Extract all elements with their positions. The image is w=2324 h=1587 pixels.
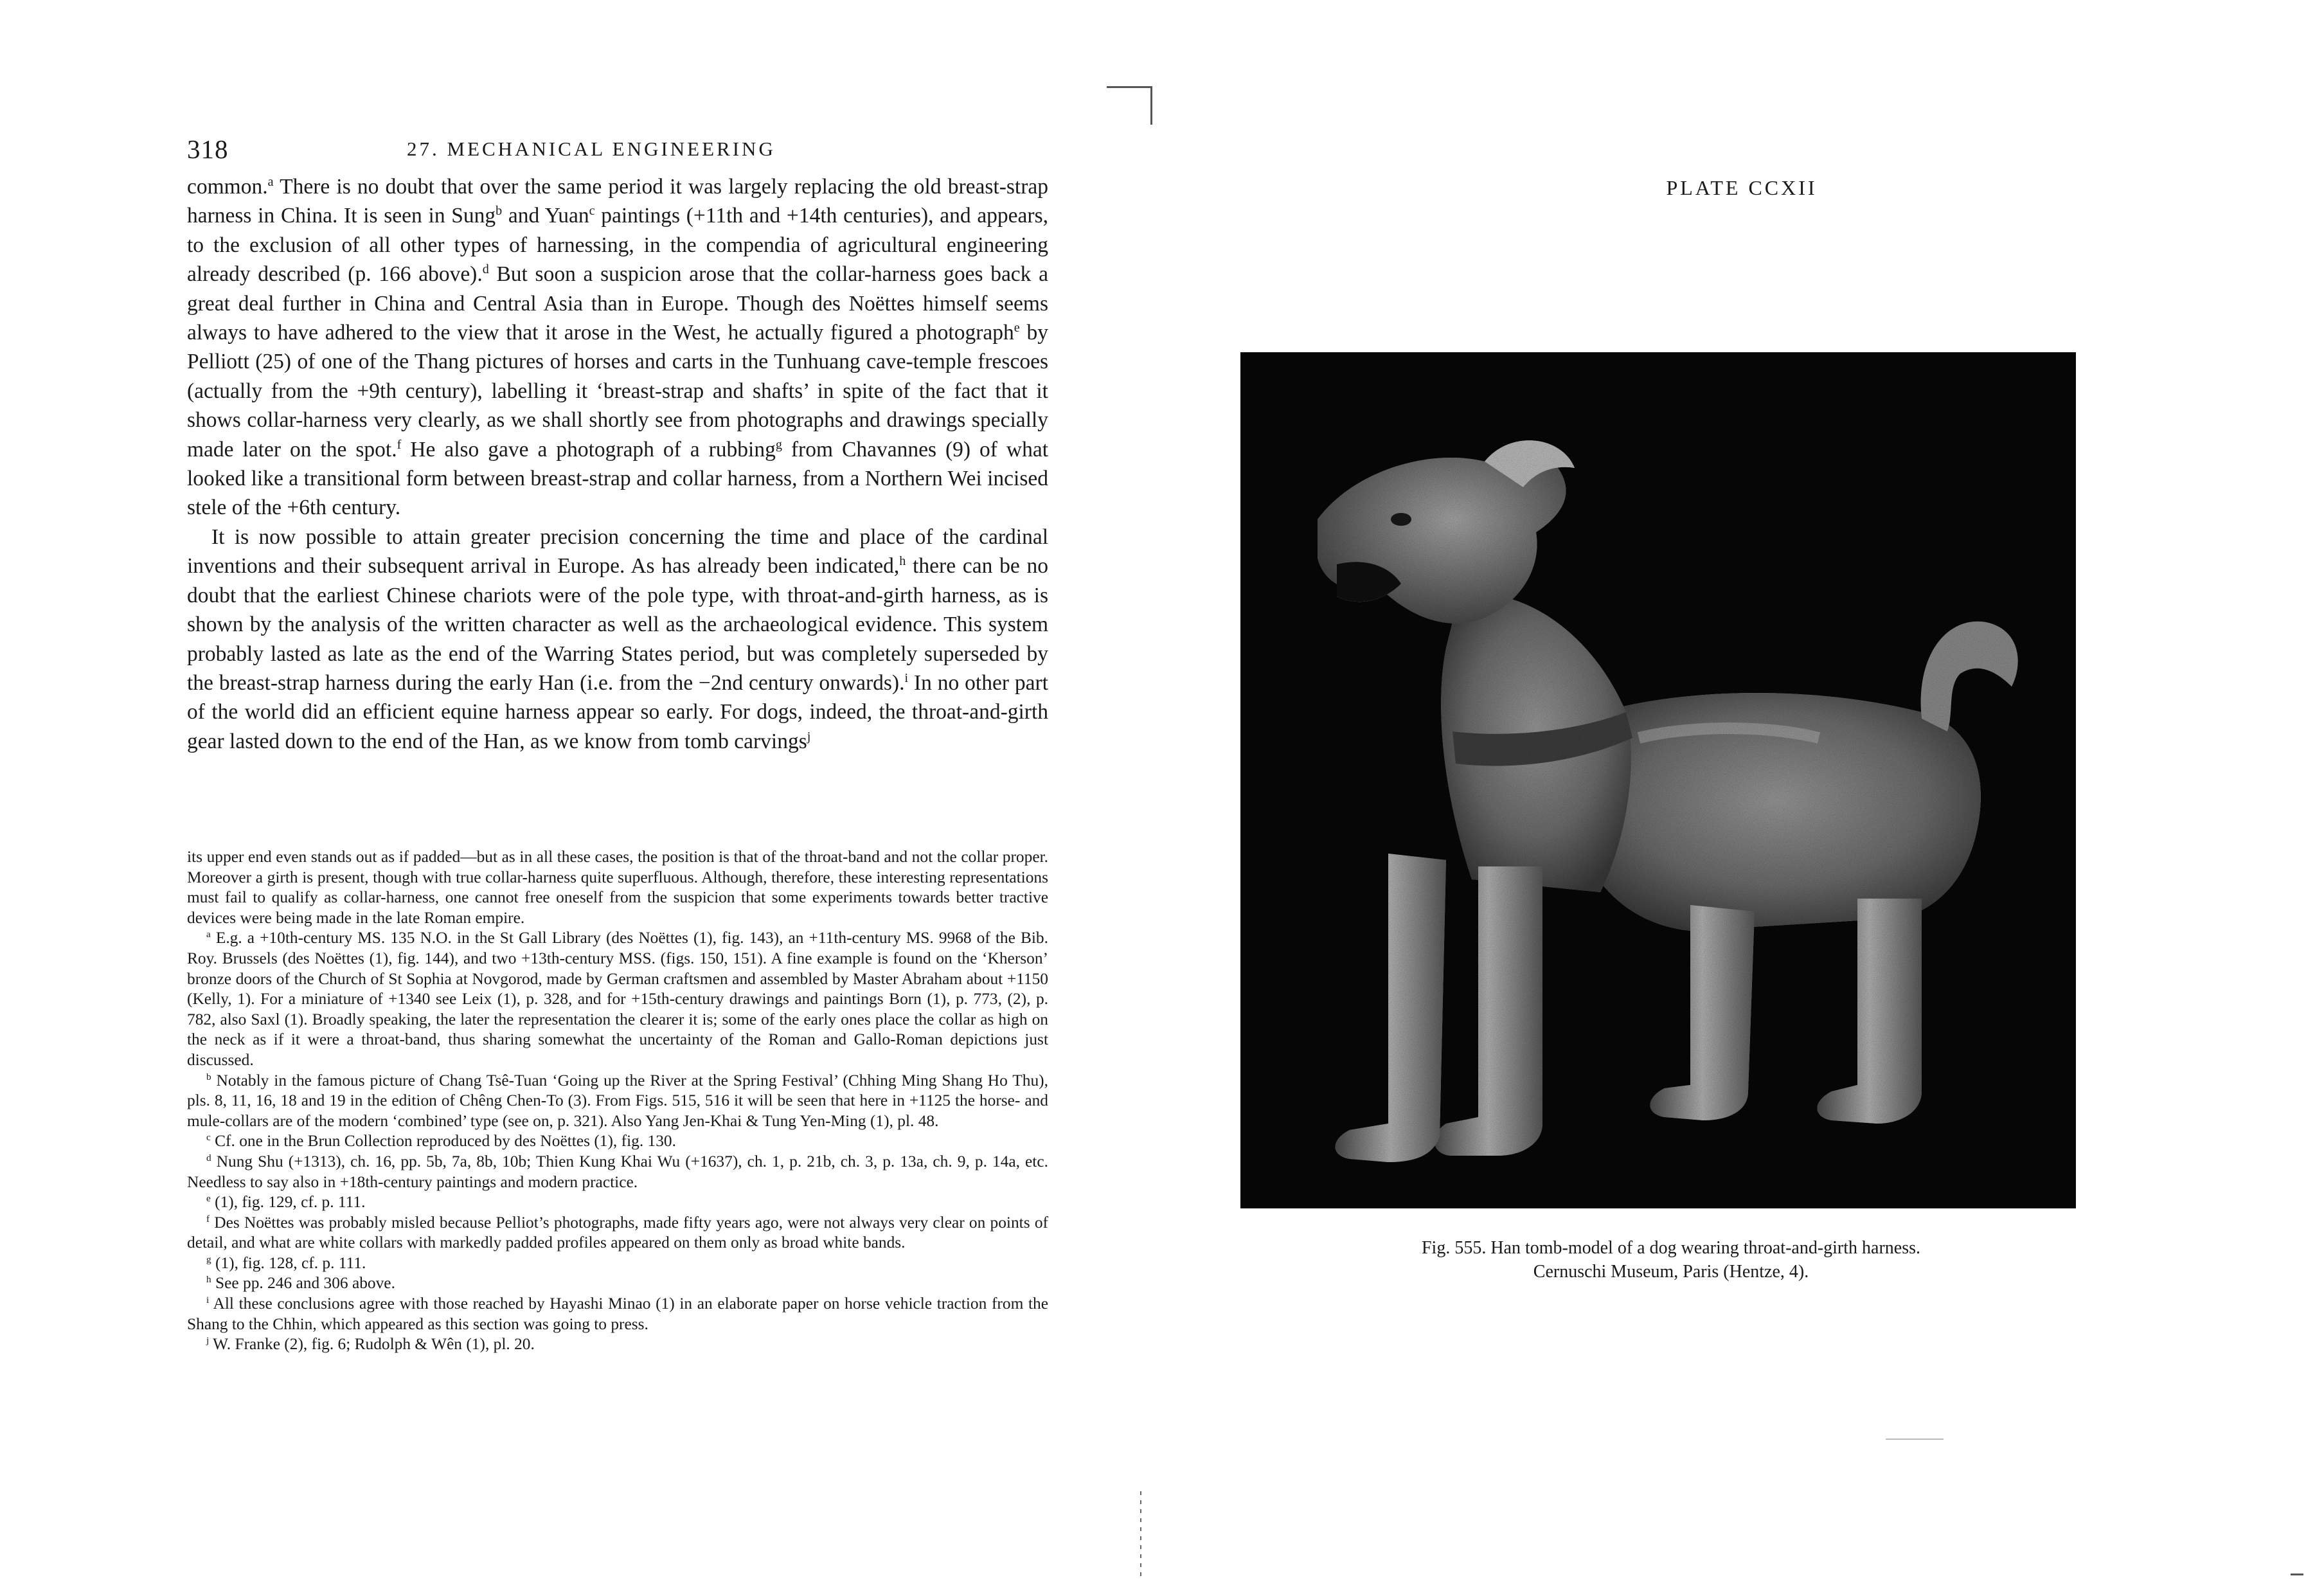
plate-photograph xyxy=(1240,352,2076,1208)
footnote-b: $^b$ Notably in the famous picture of Chang Tsê-Tuan ‘Going up the River at the Spring Festival’ (Chhing Ming Shang Ho Thu), pls. 8, 11, 16, 18 and 19 in the edition of Chêng Chen-To (3). From Figs. 515, 516 it will be seen that here in +1125 the horse- and mule-collars are of the modern ‘combined’ type (see on, p. 321). Also Yang Jen-Khai & Tung Yen-Ming (1), pl. 48. xyxy=(187,1071,1048,1130)
footnote-h: $^h$ See pp. 246 and 306 above. xyxy=(206,1274,395,1293)
footnote-c: $^c$ Cf. one in the Brun Collection reproduced by des Noëttes (1), fig. 130. xyxy=(206,1132,676,1151)
footnote-f: $^f$ Des Noëttes was probably misled because Pelliot’s photographs, made fifty years ago, were not always very clear on points of detail, and what are white collars with markedly padded profiles appeared on them only as broad white bands. xyxy=(187,1213,1048,1252)
footnote-g: $^g$ (1), fig. 128, cf. p. 111. xyxy=(206,1253,366,1272)
scan-speck xyxy=(1886,1439,1944,1440)
gutter-mark xyxy=(1150,86,1152,125)
footnote-a: $^a$ E.g. a +10th-century MS. 135 N.O. in the St Gall Library (des Noëttes (1), fig. 143), an +11th-century MS. 9968 of the Bib. Roy. Brussels (des Noëttes (1), fig. 144), and two +13th-century MSS. (figs. 150, 151). A fine example is found on the ‘Kherson’ bronze doors of the Church of St Sophia at Novgorod, made by German craftsmen and assembled by Master Abraham about +1150 (Kelly, 1). For a miniature of +1340 see Leix (1), p. 328, and for +15th-century drawings and paintings Born (1), p. 773, (2), p. 782, also Saxl (1). Broadly speaking, the later the representation the clearer it is; some of the early ones place the collar as high on the neck as if it were a throat-band, thus sharing somewhat the uncertainty of the Roman and Gallo-Roman depictions just discussed. xyxy=(187,929,1048,1069)
page-number: 318 xyxy=(187,134,229,164)
left-page xyxy=(0,0,1144,1587)
plate-title: PLATE CCXII xyxy=(1666,176,1818,199)
footnote-e: $^e$ (1), fig. 129, cf. p. 111. xyxy=(206,1192,366,1212)
footnote-d: $^d$ Nung Shu (+1313), ch. 16, pp. 5b, 7a, 8b, 10b; Thien Kung Khai Wu (+1637), ch. 1, p. 21b, ch. 3, p. 13a, ch. 9, p. 14a, etc. Needless to say also in +18th-century paintings and modern practice. xyxy=(187,1152,1048,1191)
body-text xyxy=(187,172,1048,756)
paragraph-1: common.$^a$ There is no doubt that over the same period it was largely replacing the old breast-strap harness in China. It is seen in Sung$^b$ and Yuan$^c$ paintings (+11th and +14th centuries), and appears, to the exclusion of all other types of harnessing, in the compendia of agricultural engineering already described (p. 166 above).$^d$ But soon a suspicion arose that the collar-harness goes back a great deal further in China and Central Asia than in Europe. Though des Noëttes himself seems always to have adhered to the view that it arose in the West, he actually figured a photograph$^e$ by Pelliott (25) of one of the Thang pictures of horses and carts in the Tunhuang cave-temple frescoes (actually from the +9th century), labelling it ‘breast-strap and shafts’ in spite of the fact that it shows collar-harness very clearly, as we shall shortly see from photographs and drawings specially made later on the spot.$^f$ He also gave a photograph of a rubbing$^g$ from Chavannes (9) of what looked like a transitional form between breast-strap and collar harness, from a Northern Wei incised stele of the +6th century. xyxy=(187,174,1049,520)
running-head xyxy=(187,134,1048,166)
dog-figurine-image xyxy=(1240,352,2076,1208)
footnote-i: $^i$ All these conclusions agree with those reached by Hayashi Minao (1) in an elaborate paper on horse vehicle traction from the Shang to the Chhin, which appeared as this section was going to press. xyxy=(187,1294,1048,1333)
caption-line-2: Cernuschi Museum, Paris (Hentze, 4). xyxy=(1533,1262,1809,1282)
footnotes xyxy=(187,847,1048,1355)
section-title: 27. MECHANICAL ENGINEERING xyxy=(407,138,776,160)
footnote-j: $^j$ W. Franke (2), fig. 6; Rudolph & Wên (1), pl. 20. xyxy=(206,1335,535,1354)
caption-line-1: Fig. 555. Han tomb-model of a dog wearing throat-and-girth harness. xyxy=(1421,1238,1921,1258)
figure-caption xyxy=(1356,1236,1986,1284)
footnote-continued: its upper end even stands out as if padded—but as in all these cases, the position is that of the throat-band and not the collar proper. Moreover a girth is present, though with true collar-harness quite superfluous. Although, therefore, these interesting representations must fail to qualify as collar-harness, one cannot free oneself from the suspicion that some experiments towards better tractive devices were being made in the late Roman empire. xyxy=(187,848,1048,927)
edge-mark xyxy=(2291,1574,2303,1575)
paragraph-2: It is now possible to attain greater precision concerning the time and place of the cardinal inventions and their subsequent arrival in Europe. As has already been indicated,$^h$ there can be no doubt that the earliest Chinese chariots were of the pole type, with throat-and-girth harness, as is shown by the analysis of the written character as well as the archaeological evidence. This system probably lasted as late as the end of the Warring States period, but was completely superseded by the breast-strap harness during the early Han (i.e. from the −2nd century onwards).$^i$ In no other part of the world did an efficient equine harness appear so early. For dogs, indeed, the throat-and-girth gear lasted down to the end of the Han, as we know from tomb carvings$^j$ xyxy=(187,525,1048,753)
